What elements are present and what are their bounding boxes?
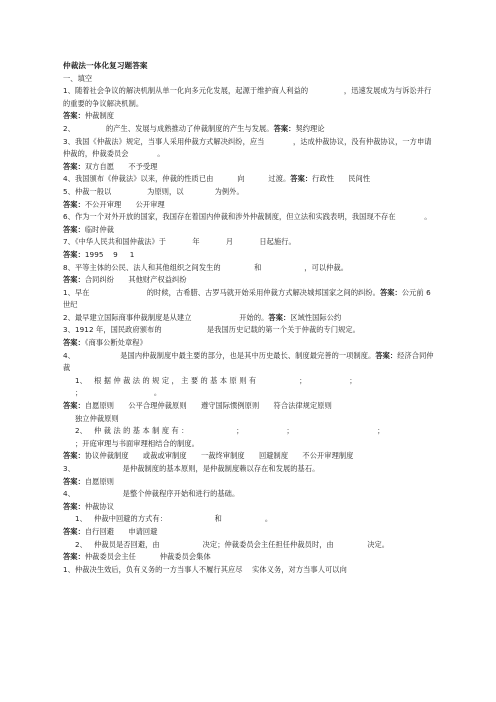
text-line — [63, 136, 435, 161]
answer-label: 答案： — [63, 199, 85, 209]
line-text: 4、 是国内仲裁制度中最主要的部分，也是其中历史最长、制度最完善的一项制度。 — [63, 350, 376, 360]
text-line — [63, 186, 435, 199]
answer-label: 答案： — [63, 552, 85, 562]
answer-text: 契约理论 — [295, 123, 325, 133]
answer-label: 答案： — [63, 161, 85, 171]
text-line — [63, 375, 450, 400]
text-line — [63, 249, 435, 262]
answer-label: 答案： — [290, 174, 313, 184]
text-line — [63, 73, 435, 86]
text-line — [63, 123, 435, 136]
text-line — [63, 236, 435, 249]
line-text: 4、我国颁布《仲裁法》以来，仲裁的性质已由 向 过渡。 — [63, 174, 291, 184]
line-text: 8、平等主体的公民、法人和其他组织之间发生的 和 ，可以仲裁。 — [63, 262, 349, 272]
line-text: 独立仲裁原则 — [75, 413, 119, 423]
line-text: 1、仲裁决生效后，负有义务的一方当事人不履行其应尽 实体义务，对方当事人可以向 — [63, 564, 347, 574]
line-text: 4、 是整个仲裁程序开始和进行的基础。 — [63, 489, 240, 499]
text-line — [63, 539, 435, 552]
answer-label: 答案： — [375, 350, 398, 360]
answer-label: 答案： — [63, 451, 85, 461]
answer-text: 公元前 6 世纪 — [63, 287, 434, 310]
text-line — [63, 425, 435, 450]
answer-text: 临时仲裁 — [84, 224, 115, 234]
text-line — [63, 324, 435, 337]
text-line — [63, 211, 435, 236]
text-line — [63, 262, 435, 275]
text-line — [63, 312, 435, 325]
text-line — [63, 450, 435, 463]
text-line — [63, 337, 435, 350]
text-line — [63, 199, 435, 212]
line-text: 1、早在 的时候，古希腊、古罗马就开始采用仲裁方式解决城邦国家之间的纠纷。 — [63, 287, 380, 297]
answer-label: 答案： — [63, 338, 85, 348]
answer-text: 区域性国际公约 — [290, 312, 342, 322]
line-text: 协议仲裁制度 或裁或审制度 一裁终审制度 回避制度 不公开审理制度 — [84, 451, 354, 461]
text-line — [63, 564, 435, 577]
answer-label: 答案： — [63, 249, 85, 259]
line-text: 3、 是仲裁制度的基本原则，是仲裁制度赖以存在和发展的基石。 — [63, 464, 320, 473]
text-line — [63, 350, 435, 375]
text-line — [63, 526, 435, 539]
answer-label: 答案： — [63, 224, 85, 234]
document-content — [63, 60, 450, 576]
line-text: 7、《中华人民共和国仲裁法》于 年 月 日起施行。 — [63, 237, 296, 247]
text-line — [63, 413, 435, 426]
line-text: 一、填空 — [63, 73, 93, 83]
document-body — [63, 73, 450, 577]
line-text: 合同纠纷 其他财产权益纠纷 — [84, 275, 187, 285]
line-text: 2、 仲 裁 法 的 基 本 制 度 有 ： ； ； ； ；开庭审理与书面审理相结合的制度。 — [75, 426, 433, 448]
answer-label: 答案： — [63, 111, 85, 121]
answer-label: 答案： — [63, 526, 85, 536]
text-line — [63, 476, 435, 489]
text-line — [63, 287, 435, 312]
document-title: 仲裁法一体化复习题答案 — [63, 61, 148, 70]
text-line — [63, 488, 435, 501]
text-line — [63, 173, 435, 186]
line-text: 2、 仲裁员是否回避，由 决定；仲裁委员会主任担任仲裁员时，由 决定。 — [75, 539, 390, 549]
line-text: 1、随着社会争议的解决机制从单一化向多元化发展，起源于维护商人利益的 ，迅速发展成为与诉讼并行的重要的争议解决机制。 — [63, 86, 432, 108]
line-text: 6、作为一个对外开放的国家，我国存在着国内仲裁和涉外仲裁制度，但立法和实践表明，我国现不存在 。 — [63, 212, 432, 222]
line-text: 《商事公断处章程》 — [84, 338, 147, 348]
line-text: 2、 的产生、发展与成熟推动了仲裁制度的产生与发展。 — [63, 123, 274, 133]
answer-label: 答案： — [273, 123, 296, 133]
line-text: 3、1912 年，国民政府颁布的 是我国历史记载的第一个关于仲裁的专门规定。 — [63, 325, 360, 335]
answer-text: 行政性 民间性 — [312, 174, 371, 184]
text-line — [63, 110, 435, 123]
line-text: 自愿原则 公平合理仲裁原则 遵守国际惯例原则 符合法律规定原则 — [84, 401, 332, 411]
line-text: 自愿原则 — [84, 476, 115, 486]
line-text: 自行回避 申请回避 — [84, 526, 158, 536]
answer-label: 答案： — [63, 275, 85, 285]
answer-label: 答案： — [379, 287, 402, 297]
line-text: 1、 根 据 仲 裁 法 的 规 定 ， 主 要 的 基 本 原 则 有 ； ； ； 。 — [75, 375, 450, 398]
text-line — [63, 513, 435, 526]
answer-label: 答案： — [268, 312, 291, 322]
text-line — [63, 501, 435, 514]
text-line — [63, 463, 435, 476]
answer-label: 答案： — [63, 401, 85, 411]
text-line — [63, 400, 435, 413]
text-line — [63, 85, 435, 110]
line-text: 仲裁委员会主任 仲裁委员会集体 — [84, 552, 211, 562]
line-text: 仲裁制度 — [84, 111, 115, 121]
line-text: 仲裁协议 — [84, 501, 115, 511]
answer-label: 答案： — [63, 476, 85, 486]
line-text: 5、仲裁一般以 为原则，以 为例外。 — [63, 186, 244, 196]
text-line — [63, 551, 435, 564]
text-line — [63, 161, 435, 174]
line-text: 不公开审理 公开审理 — [84, 199, 165, 209]
line-text: 1、 仲裁中回避的方式有： 和 。 — [75, 514, 273, 524]
text-line — [63, 274, 435, 287]
line-text: 双方自愿 不予受理 — [84, 161, 158, 171]
answer-label: 答案： — [63, 501, 85, 511]
line-text: 1995 9 1 — [84, 249, 135, 259]
line-text: 2、最早建立国际商事仲裁制度是从建立 开始的。 — [63, 312, 269, 322]
line-text: 3、我国《仲裁法》规定，当事人采用仲裁方式解决纠纷，应当 ，达成仲裁协议，没有仲裁协议，一方申请仲裁的，仲裁委员会 。 — [63, 136, 432, 159]
answer-text: 经济合同仲裁 — [63, 350, 434, 373]
